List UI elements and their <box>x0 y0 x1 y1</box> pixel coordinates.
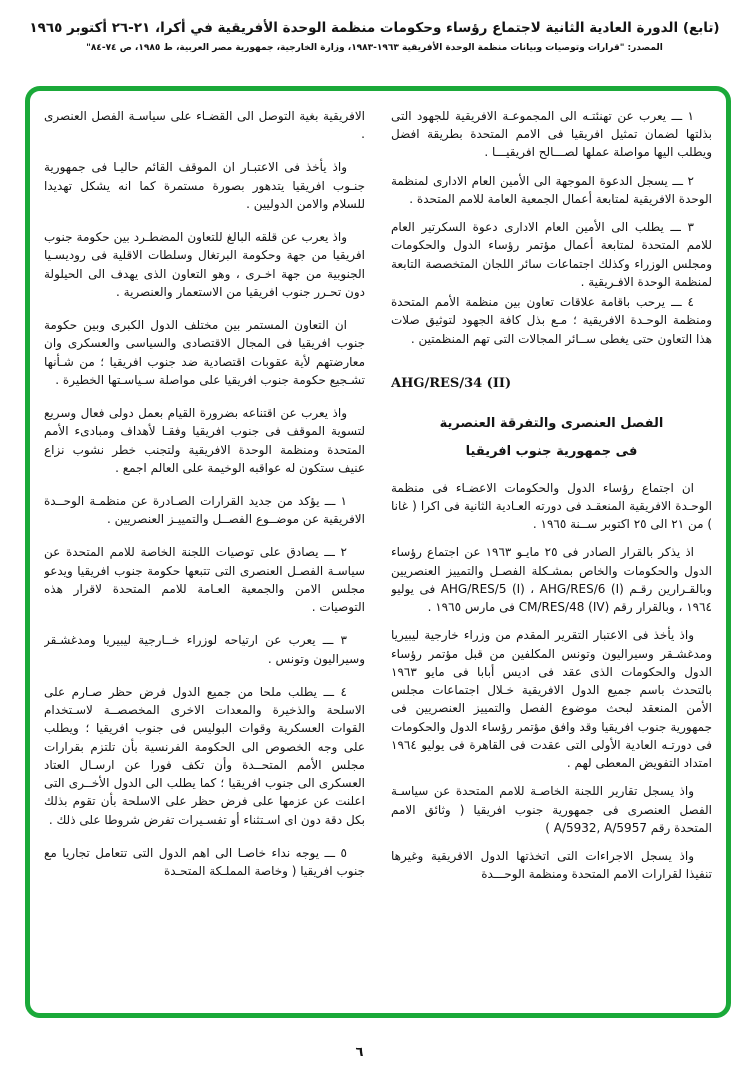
paragraph-operative-2: ٢ ـــ يصادق على توصيات اللجنة الخاصة للامم المتحدة عن سياسـة الفصـل العنصرى التى تتبعها حكومة جنوب افريقيا ويدعو مجلس الامن والجمعية العـامة للامم المتحدة لاقرار هذه التوصيات . <box>44 545 365 615</box>
paragraph-preamble-8: ان التعاون المستمر بين مختلف الدول الكبرى وبين حكومة جنوب افريقيا فى المجال الاقتصادى والسياسى والعسكرى وان معارضتهم لأية عقوبات اقتصادية ضد جنوب افريقيا ؛ من شـأنها تشـجيع حكومة جنوب افريقيا على مواصلة سـياسـتها الخطيرة . <box>44 318 365 387</box>
paragraph-clause-3: ٣ ـــ يطلب الى الأمين العام الادارى دعوة السكرتير العام للامم المتحدة لمتابعة أعمال مؤتمر رؤساء الدول والحكومات ومجلس الوزراء وكذلك اجتماعات سائر اللجان المتخصصة التابعة لمنظمة الوحدة الافـريقية . <box>391 220 712 289</box>
section-title-line2: فى جمهورية جنوب افريقيا <box>465 444 638 460</box>
resolution-reference: AHG/RES/34 (II) <box>391 375 512 391</box>
section-title-line1: الفصل العنصرى والتفرقة العنصرية <box>439 415 664 431</box>
paragraph-preamble-4: واذ يسجل تقارير اللجنة الخاصـة للامم المتحدة عن سياسـة الفصل العنصرى فى جمهورية جنوب افريقيا ( وثائق الامم المتحدة رقم A/5932, A/5957 ) <box>391 784 712 835</box>
two-column-body <box>44 107 712 1003</box>
paragraph-preamble-7: واذ يعرب عن قلقه البالغ للتعاون المضطـرد بين حكومة جنوب افريقيا من جهة وحكومة البرتغال وسلطات الاقلية فى روديسـيا الجنوبية من جهة اخـرى ، وهو التعاون الذى يهدف الى الحيلولة دون تحـرر جنوب افريقيا من الاستعمار والعنصرية . <box>44 230 365 299</box>
header-source-citation: المصدر: "قرارات وتوصيات وبيانات منظمة الوحدة الأفريقية ١٩٦٣-١٩٨٣، وزارة الخارجية، جمهورية مصر العربية، ط ١٩٨٥، ص ٧٤-٨٤" <box>86 43 663 53</box>
paragraph-preamble-9: واذ يعرب عن اقتناعه بضرورة القيام بعمل دولى فعال وسريع لتسوية الموقف فى جنوب افريقيا وفقـا لأهداف ومبادىء الأمم المتحدة ومنظمة الوحدة الافريقية ولتجنب خطر نشوب نزاع عنيف ستكون له عواقبه الوخيمة على العالم اجمع . <box>44 406 365 475</box>
paragraph-clause-2: ٢ ـــ يسجل الدعوة الموجهة الى الأمين العام الادارى لمنظمة الوحدة الافريقية لمتابعة أعمال الجمعية العامة للامم المتحدة . <box>391 173 712 206</box>
paragraph-preamble-2: اذ يذكر بالقرار الصادر فى ٢٥ مايـو ١٩٦٣ عن اجتماع رؤساء الدول والحكومات والخاص بمشـكلة الفصـل والتمييز العنصريين وبالقـرارين رقـم AHG/RES/5 (I) ، AHG/RES/6 (I) فى يوليو ١٩٦٤ ، وبالقرار رقم CM/RES/48 (IV) فى مارس ١٩٦٥ . <box>391 545 712 615</box>
paragraph-clause-1: ١ ـــ يعرب عن تهنئتـه الى المجموعـة الافريقية للجهود التى بذلتها لضمان تمثيل افريقيا فى الامم المتحدة بطريقة افضل ويطلب اليها مواصلة عملها لصـــالح افريقيـــا . <box>391 109 712 160</box>
paragraph-continuation: الافريقية بغية التوصل الى القضـاء على سياسـة الفصل العنصرى . <box>44 109 365 142</box>
paragraph-clause-4: ٤ ـــ يرحب باقامة علاقات تعاون بين منظمة الأمم المتحدة ومنظمة الوحـدة الافريقية ؛ مـع بذل كافة الجهود لتوثيق صلات هذا التعاون حتى يغطى ســائر المجالات التى تهم المنظمتين . <box>391 295 712 346</box>
column-right <box>391 107 712 1003</box>
page-header <box>0 0 749 53</box>
paragraph-operative-5: ٥ ـــ يوجه نداء خاصـا الى اهم الدول التى تتعامل تجاريا مع جنوب افريقيا ( وخاصة المملـكة المتحـدة <box>44 845 365 878</box>
header-title: (تابع) الدورة العادية الثانية لاجتماع رؤساء وحكومات منظمة الوحدة الأفريقية في أكرا، ٢١-٢٦ أكتوبر ١٩٦٥ <box>29 20 720 36</box>
green-border-frame <box>25 86 731 1018</box>
paragraph-operative-1: ١ ـــ يؤكد من جديد القرارات الصـادرة عن منظمـة الوحــدة الافريقية عن موضــوع الفصــل والتمييـز العنصريين . <box>44 493 365 527</box>
paragraph-preamble-1: ان اجتماع رؤساء الدول والحكومات الاعضـاء فى منظمة الوحـدة الافريقية المنعقـد فى دورته العـادية الثانية فى اكرا ( غانا ) من ٢١ الى ٢٥ اكتوبر ســنة ١٩٦٥ . <box>391 480 712 532</box>
paragraph-preamble-6: واذ يأخذ فى الاعتبـار ان الموقف القائم حاليـا فى جمهورية جنـوب افريقيا يتدهور بصورة مستمرة كما انه يشكل تهديدا للسلام والامن الدوليين . <box>44 160 365 211</box>
section-title <box>391 410 712 467</box>
column-left <box>44 107 365 1003</box>
paragraph-operative-4: ٤ ـــ يطلب ملحا من جميع الدول فرض حظر صـارم على الاسلحة والذخيرة والمعدات الاخرى المخصصــة لاسـتخدام القوات العسكرية وقوات البوليس فى جنوب افريقيا ؛ ويطلب على وجه الخصوص الى الحكومة الفرنسية بأن تلتزم بقرارات مجلس الأمم المتحــدة وأن تكف فورا عن ارسـال العتاد العسكرى الى جنوب افريقيا ؛ كما يطلب الى الدول الأخــرى التى اعلنت عن عزمها على فرض حظر على الاسلحة بأن تقوم بذلك بكل دقة دون اى اسـتثناء أو تفسـيرات تفرض شروطا على ذلك . <box>44 684 365 827</box>
paragraph-operative-3: ٣ ـــ يعرب عن ارتياحه لوزراء خــارجية ليبيريا ومدغشـقر وسيراليون وتونس . <box>44 633 365 666</box>
paragraph-preamble-3: واذ يأخذ فى الاعتبار التقرير المقدم من وزراء خارجية ليبيريا ومدغشـقر وسيراليون وتونس المكلفين من قبل مؤتمر رؤساء الدول والحكومات الذى عقد فى اديس أبابا فى مايو ١٩٦٣ بالتحدث باسم جميع الدول الافريقية خـلال اجتماعات مجلس الأمن المنعقد لبحث موضوع الفصل والتمييز العنصريين فى جمهورية جنوب افريقيا وقد وافق مؤتمر رؤساء الدول والحكومات فى دورتـه العادية الأولى التى عقدت فى القاهرة فى يوليو ١٩٦٤ امتداد التفويض المعطى لهم . <box>391 628 712 771</box>
paragraph-preamble-5: واذ يسجل الاجراءات التى اتخذتها الدول الافريقية وغيرها تنفيذا لقرارات الامم المتحدة ومنظمة الوحـــدة <box>391 848 712 882</box>
page-number: ٦ <box>355 1045 364 1060</box>
